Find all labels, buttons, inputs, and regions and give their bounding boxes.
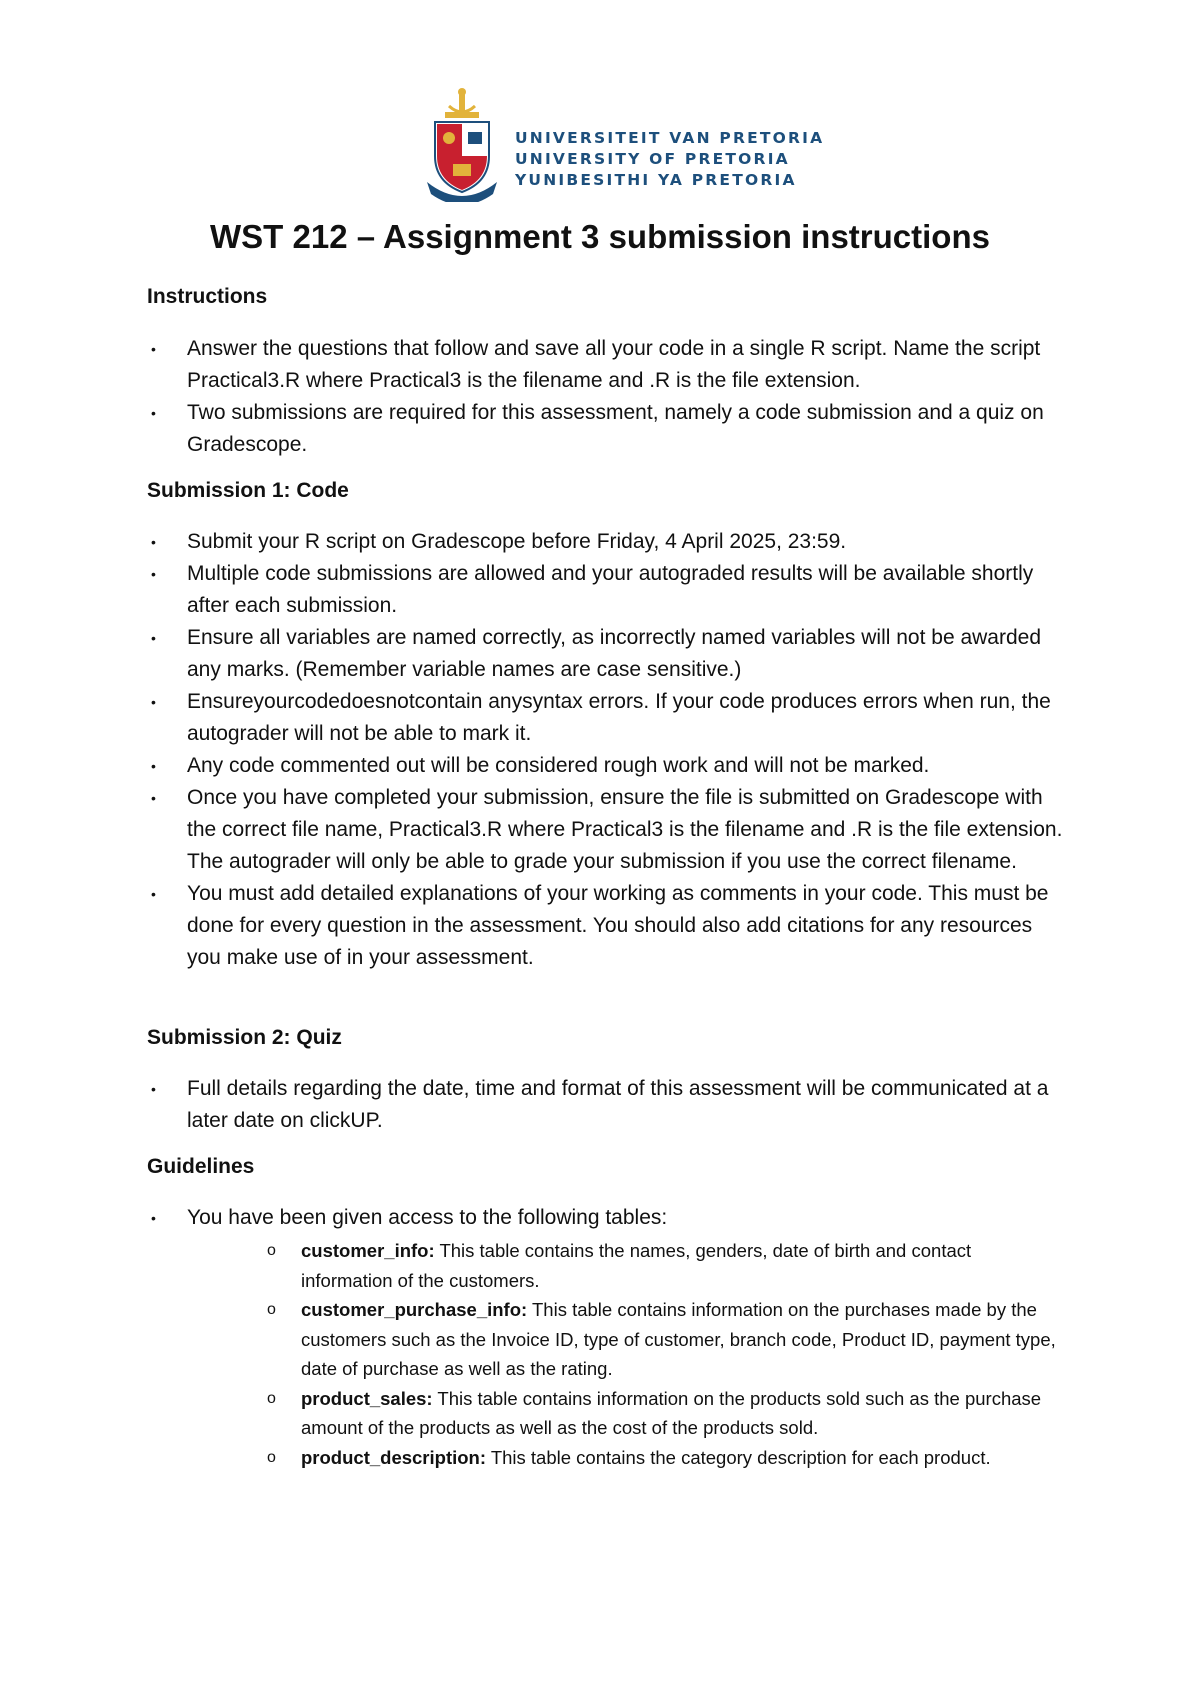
- table-name: product_description:: [301, 1446, 487, 1468]
- page-title: WST 212 – Assignment 3 submission instructions: [210, 218, 990, 255]
- bullet-icon: •: [151, 1210, 156, 1226]
- university-crest-icon: [425, 86, 499, 202]
- table-item-customer-info: [267, 1236, 1057, 1295]
- table-description: This table contains the names, genders, date of birth and contact information of the customers.: [301, 1240, 972, 1291]
- logo-line-afrikaans: UNIVERSITEIT VAN PRETORIA: [515, 129, 825, 147]
- submission1-list: [147, 526, 1067, 974]
- bullet-icon: •: [151, 886, 156, 902]
- table-description: This table contains the category description for each product.: [486, 1446, 991, 1468]
- sub-bullet-icon: o: [267, 1301, 276, 1318]
- logo-line-english: UNIVERSITY OF PRETORIA: [515, 150, 790, 168]
- tables-list: [267, 1236, 1057, 1472]
- list-item: • Full details regarding the date, time and format of this assessment will be communicated at a later date on clickUP.: [147, 1073, 1067, 1137]
- bullet-icon: •: [151, 694, 156, 710]
- list-item: • Any code commented out will be considered rough work and will not be marked.: [147, 750, 1067, 782]
- list-item: • Multiple code submissions are allowed and your autograded results will be available shortly after each submission.: [147, 558, 1067, 622]
- bullet-icon: •: [151, 630, 156, 646]
- list-item: [147, 1202, 1067, 1472]
- instructions-heading: Instructions: [147, 285, 268, 308]
- list-item: • Ensure all variables are named correctly, as incorrectly named variables will not be awarded any marks. (Remember variable names are case sensitive.): [147, 622, 1067, 686]
- table-name: product_sales:: [301, 1387, 433, 1409]
- sub-bullet-icon: o: [267, 1448, 276, 1466]
- bullet-icon: •: [151, 405, 156, 421]
- university-logo: [425, 86, 825, 204]
- table-item-product-sales: [267, 1384, 1057, 1443]
- table-item-customer-purchase-info: [267, 1295, 1057, 1384]
- instructions-list: [147, 333, 1067, 461]
- table-description: This table contains information on the products sold such as the purchase amount of the products as well as the cost of the products sold.: [301, 1387, 1042, 1438]
- bullet-icon: •: [151, 534, 156, 550]
- bullet-icon: •: [151, 790, 156, 806]
- guidelines-heading: Guidelines: [147, 1155, 255, 1178]
- sub-bullet-icon: o: [267, 1389, 276, 1407]
- guidelines-list: [147, 1202, 1067, 1472]
- list-item: • Two submissions are required for this assessment, namely a code submission and a quiz on Gradescope.: [147, 397, 1067, 461]
- table-item-product-description: [267, 1443, 1057, 1473]
- submission1-heading: Submission 1: Code: [147, 479, 349, 502]
- list-item: • You must add detailed explanations of your working as comments in your code. This must be done for every question in the assessment. You should also add citations for any resources you make use of in your assessment.: [147, 878, 1067, 974]
- table-name: customer_purchase_info:: [301, 1299, 528, 1320]
- list-item: • Submit your R script on Gradescope before Friday, 4 April 2025, 23:59.: [147, 526, 1067, 558]
- logo-line-sepedi: YUNIBESITHI YA PRETORIA: [515, 171, 797, 189]
- table-description: This table contains information on the purchases made by the customers such as the Invoice ID, type of customer, branch code, Product ID, payment type, date of purchase as well as the rating.: [301, 1299, 1056, 1379]
- list-item: • Once you have completed your submission, ensure the file is submitted on Gradescope with the correct file name, Practical3.R where Practical3 is the filename and .R is the file extension. The autograder will only be able to grade your submission if you use the correct filename.: [147, 782, 1067, 878]
- submission2-list: [147, 1073, 1067, 1137]
- submission2-heading: Submission 2: Quiz: [147, 1026, 342, 1049]
- bullet-icon: •: [151, 758, 156, 774]
- list-item: • Ensureyourcodedoesnotcontain anysyntax errors. If your code produces errors when run, the autograder will not be able to mark it.: [147, 686, 1067, 750]
- table-name: customer_info:: [301, 1240, 435, 1261]
- guidelines-intro: You have been given access to the following tables:: [187, 1206, 668, 1229]
- list-item: • Answer the questions that follow and save all your code in a single R script. Name the script Practical3.R where Practical3 is the filename and .R is the file extension.: [147, 333, 1067, 397]
- bullet-icon: •: [151, 1081, 156, 1097]
- bullet-icon: •: [151, 341, 156, 357]
- bullet-icon: •: [151, 566, 156, 582]
- logo-text: [515, 128, 824, 191]
- sub-bullet-icon: o: [267, 1242, 276, 1259]
